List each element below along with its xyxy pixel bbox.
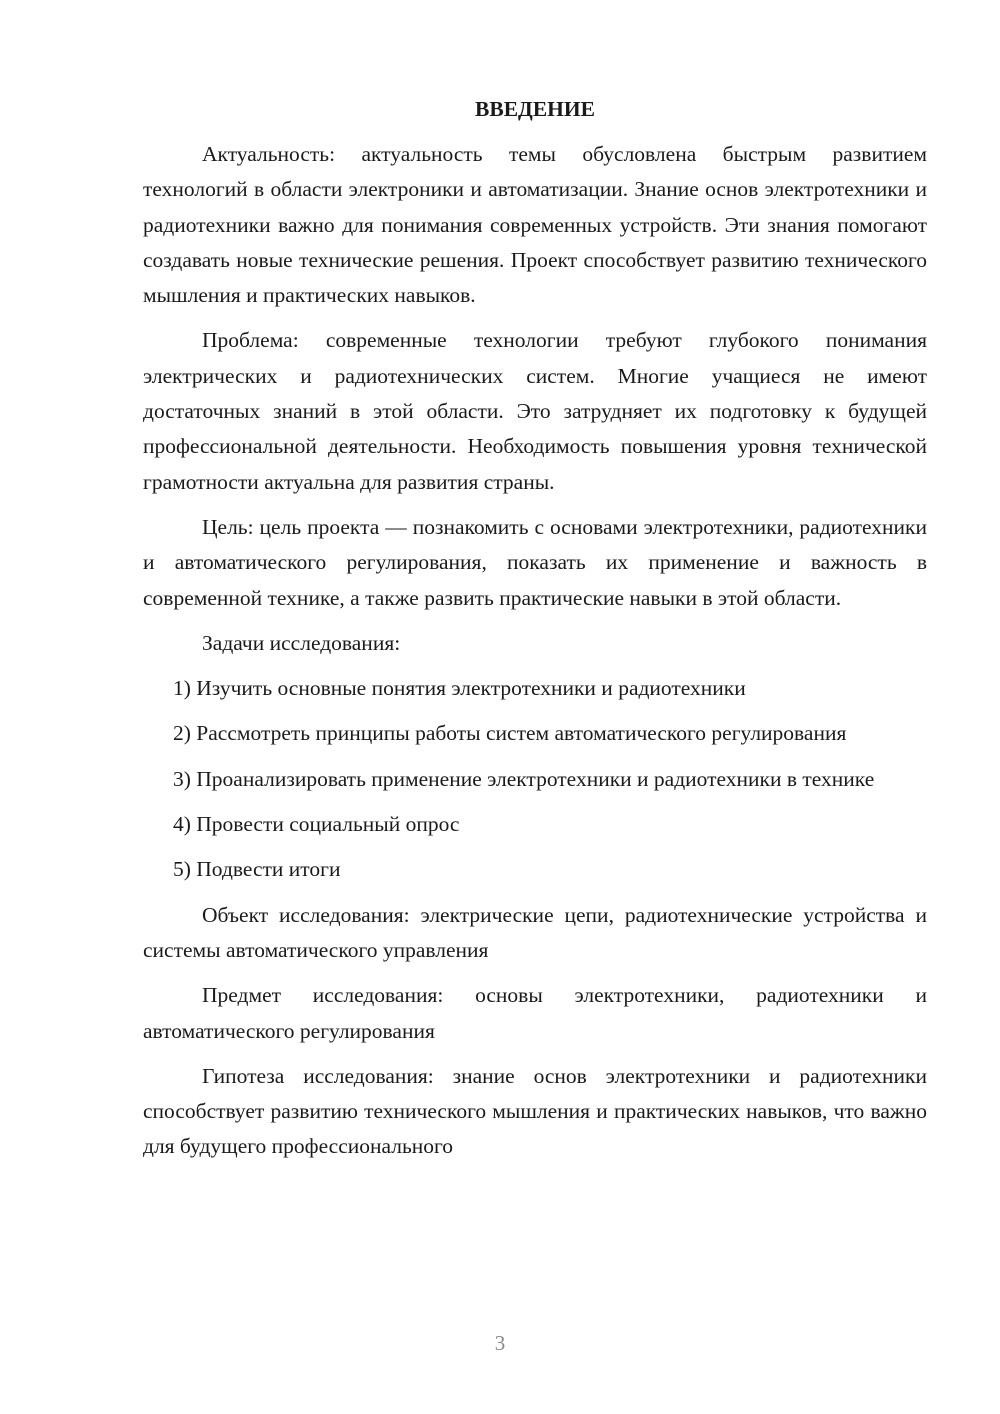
goal-paragraph: Цель: цель проекта — познакомить с основами электротехники, радиотехники и автоматического регулирования, показать их применение и важность в современной технике, а также развить практические навыки в этой области. bbox=[143, 514, 927, 610]
tasks-heading: Задачи исследования: bbox=[202, 630, 401, 655]
task-item: 4) Провести социальный опрос bbox=[173, 812, 460, 837]
task-item: 3) Проанализировать применение электротехники и радиотехники в технике bbox=[173, 766, 875, 791]
document-page bbox=[143, 92, 927, 1175]
task-item: 5) Подвести итоги bbox=[173, 857, 341, 882]
task-item: 2) Рассмотреть принципы работы систем автоматического регулирования bbox=[173, 721, 847, 746]
hypothesis-paragraph: Гипотеза исследования: знание основ электротехники и радиотехники способствует развитию технического мышления и практических навыков, что важно для будущего профессионального bbox=[143, 1063, 927, 1159]
section-heading: ВВЕДЕНИЕ bbox=[475, 97, 595, 121]
subject-paragraph: Предмет исследования: основы электротехники, радиотехники и автоматического регулирования bbox=[143, 983, 927, 1043]
task-item: 1) Изучить основные понятия электротехники и радиотехники bbox=[173, 676, 746, 701]
problem-paragraph: Проблема: современные технологии требуют глубокого понимания электрических и радиотехнических систем. Многие учащиеся не имеют достаточных знаний в этой области. Это затрудняет их подготовку к будущей профессиональной деятельности. Необходимость повышения уровня технической грамотности актуальна для развития страны. bbox=[143, 328, 927, 494]
relevance-paragraph: Актуальность: актуальность темы обусловлена быстрым развитием технологий в области электроники и автоматизации. Знание основ электротехники и радиотехники важно для понимания современных устройств. Эти знания помогают создавать новые технические решения. Проект способствует развитию технического мышления и практических навыков. bbox=[143, 142, 927, 308]
page-number: 3 bbox=[494, 1331, 506, 1355]
object-paragraph: Объект исследования: электрические цепи, радиотехнические устройства и системы автоматического управления bbox=[143, 902, 927, 962]
